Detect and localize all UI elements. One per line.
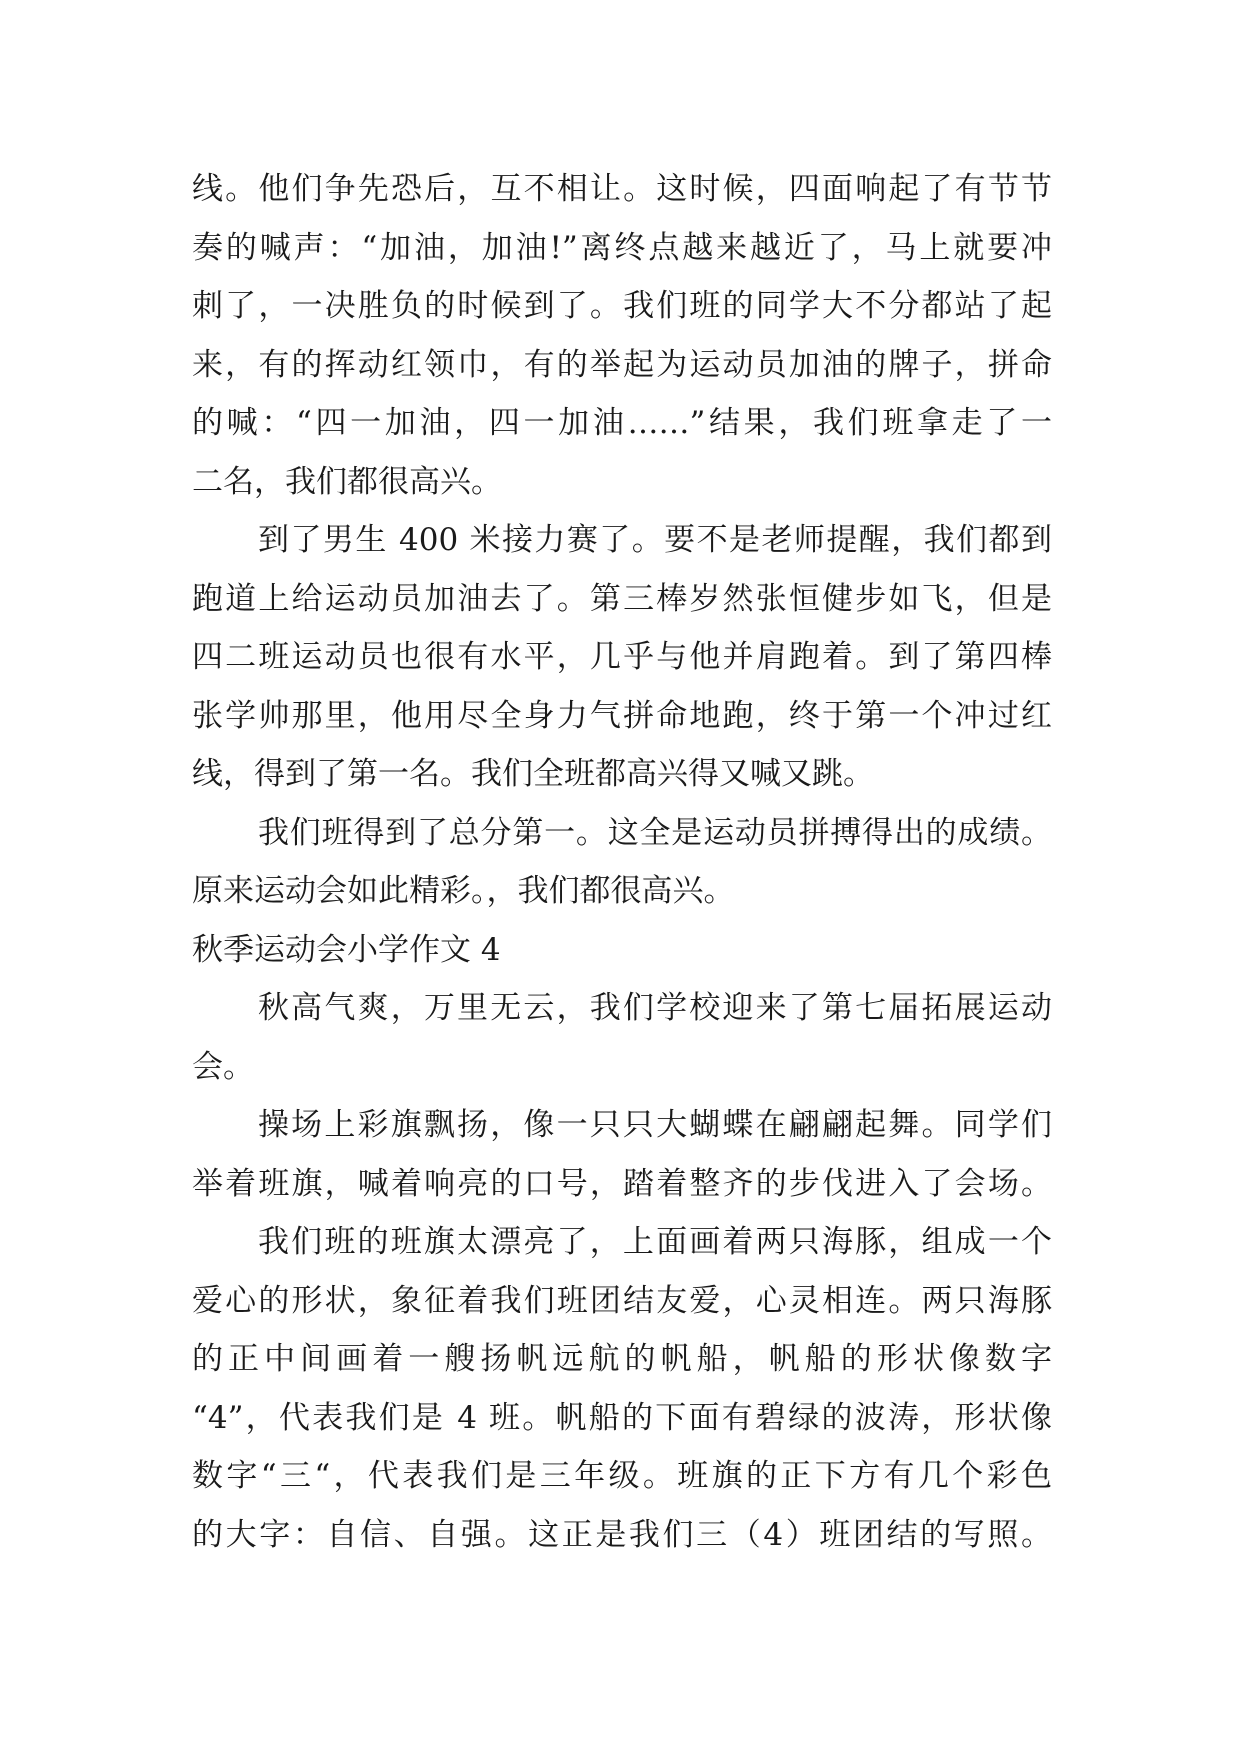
paragraph [192, 1096, 1052, 1213]
text-line: 的大字：自信、自强。这正是我们三（4）班团结的写照。 [192, 1516, 1052, 1553]
paragraph [192, 160, 1052, 511]
paragraph [192, 1213, 1052, 1564]
text-line: “4”，代表我们是 4 班。帆船的下面有碧绿的波涛，形状像 [192, 1399, 1052, 1436]
text-line: 原来运动会如此精彩。，我们都很高兴。 [192, 873, 735, 909]
paragraph [192, 804, 1052, 921]
text-line: 我们班得到了总分第一。这全是运动员拼搏得出的成绩。 [258, 814, 1052, 851]
text-line: 秋高气爽，万里无云，我们学校迎来了第七届拓展运动 [258, 990, 1052, 1026]
text-line: 操场上彩旗飘扬，像一只只大蝴蝶在翩翩起舞。同学们 [258, 1107, 1052, 1143]
text-line: 数字“三“，代表我们是三年级。班旗的正下方有几个彩色 [192, 1458, 1052, 1494]
text-line: 爱心的形状，象征着我们班团结友爱，心灵相连。两只海豚 [192, 1282, 1052, 1319]
text-line: 的正中间画着一艘扬帆远航的帆船，帆船的形状像数字 [192, 1341, 1052, 1377]
text-line: 到了男生 400 米接力赛了。要不是老师提醒，我们都到 [258, 522, 1052, 558]
text-line: 我们班的班旗太漂亮了，上面画着两只海豚，组成一个 [258, 1224, 1052, 1260]
paragraph [192, 511, 1052, 804]
text-line: 奏的喊声：“加油，加油!”离终点越来越近了，马上就要冲 [192, 229, 1052, 266]
text-line: 线。他们争先恐后，互不相让。这时候，四面响起了有节节 [192, 171, 1052, 207]
text-line: 跑道上给运动员加油去了。第三棒岁然张恒健步如飞，但是 [192, 580, 1052, 617]
text-line: 四二班运动员也很有水平，几乎与他并肩跑着。到了第四棒 [192, 639, 1052, 675]
paragraph [192, 979, 1052, 1096]
text-line: 刺了，一决胜负的时候到了。我们班的同学大不分都站了起 [192, 288, 1052, 324]
text-line: 二名，我们都很高兴。 [192, 463, 502, 500]
text-line: 的喊：“四一加油，四一加油……”结果，我们班拿走了一 [192, 405, 1052, 441]
text-line: 张学帅那里，他用尽全身力气拼命地跑，终于第一个冲过红 [192, 697, 1052, 734]
text-line: 线，得到了第一名。我们全班都高兴得又喊又跳。 [192, 756, 874, 792]
text-line: 举着班旗，喊着响亮的口号，踏着整齐的步伐进入了会场。 [192, 1165, 1052, 1202]
section-heading: 秋季运动会小学作文 4 [192, 931, 501, 968]
text-line: 会。 [192, 1048, 254, 1085]
document-page [192, 160, 1052, 1564]
text-line: 来，有的挥动红领巾，有的举起为运动员加油的牌子，拼命 [192, 346, 1052, 383]
